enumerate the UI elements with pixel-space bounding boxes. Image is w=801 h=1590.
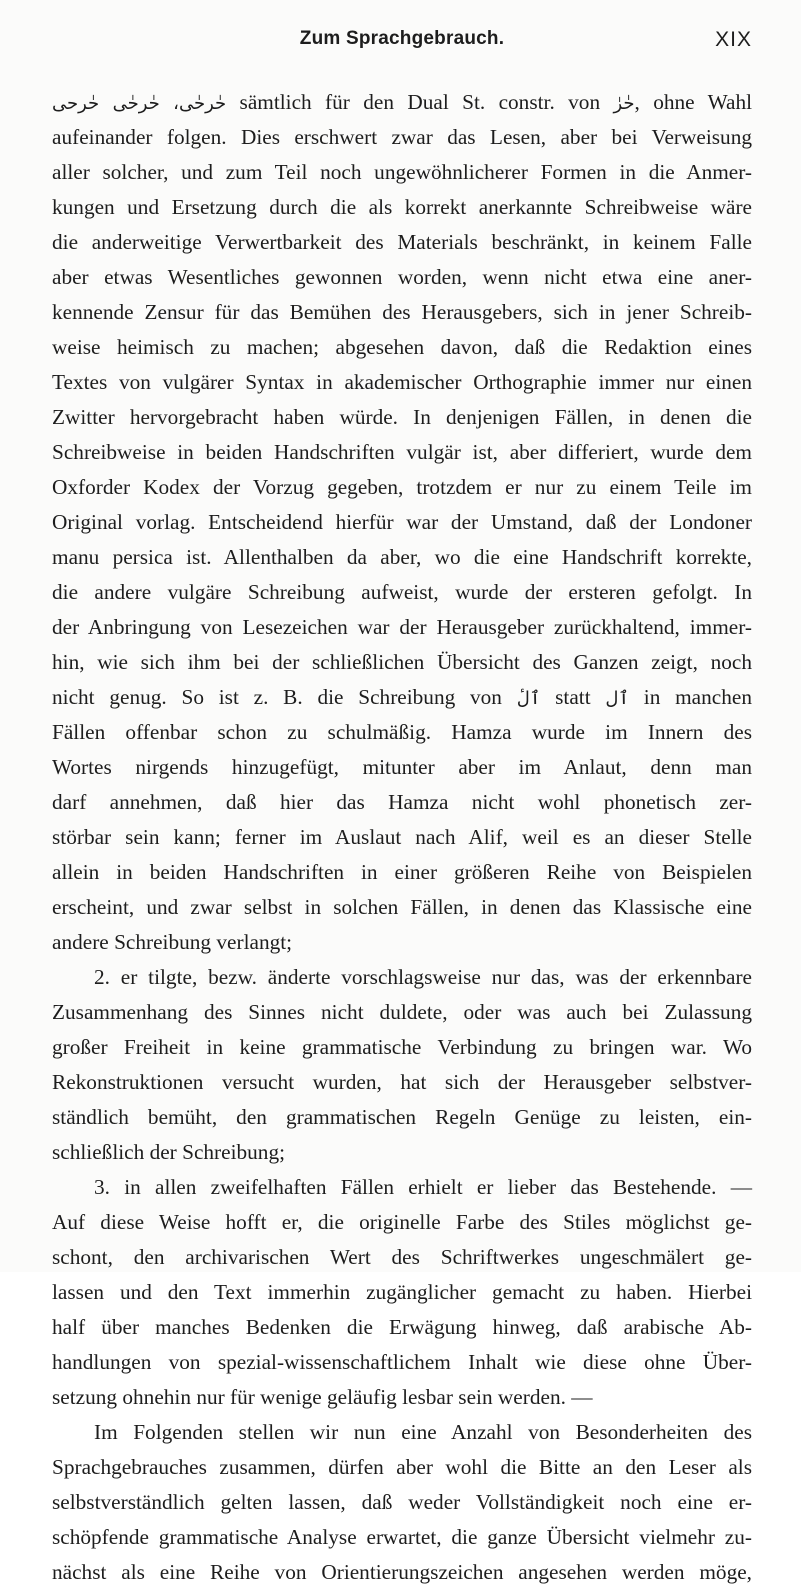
text-line: schöpfende grammatische Analyse erwartet, die ganze Übersicht vielmehr zu- [52, 1525, 752, 1549]
line-segment: nicht genug. So ist z. B. die Schreibung von [52, 685, 502, 709]
text-line: weise heimisch zu machen; abgesehen davon, daß die Redaktion eines [52, 335, 752, 359]
text-line: Im Folgenden stellen wir nun eine Anzahl von Besonderheiten des [94, 1420, 752, 1444]
text-line: Auf diese Weise hofft er, die originelle Farbe des Stiles möglichst ge- [52, 1210, 752, 1234]
text-line: schließlich der Schreibung; [52, 1140, 286, 1164]
text-line: setzung ohnehin nur für wenige geläufig lesbar sein werden. — [52, 1385, 593, 1409]
text-line: aller solcher, und zum Teil noch ungewöhnlicherer Formen in die Anmer- [52, 160, 752, 184]
text-line: ständlich bemüht, den grammatischen Regeln Genüge zu leisten, ein- [52, 1105, 752, 1129]
text-line: Sprachgebrauches zusammen, dürfen aber wohl die Bitte an den Leser als [52, 1455, 752, 1479]
text-line: die anderweitige Verwertbarkeit des Materials beschränkt, in keinem Falle [52, 230, 752, 254]
text-line: Zusammenhang des Sinnes nicht duldete, oder was auch bei Zulassung [52, 1000, 752, 1024]
text-line: hin, wie sich ihm bei der schließlichen Übersicht des Ganzen zeigt, noch [52, 650, 752, 674]
line-segment: , ohne Wahl [634, 90, 753, 114]
arabic-word: حٰرحى [52, 93, 100, 114]
text-line: selbstverständlich gelten lassen, daß weder Vollständigkeit noch eine er- [52, 1490, 752, 1514]
text-line: Schreibweise in beiden Handschriften vulgär ist, aber differiert, wurde dem [52, 440, 752, 464]
text-line: nächst als eine Reihe von Orientierungszeichen angesehen werden möge, [52, 1560, 752, 1584]
text-line: half über manches Bedenken die Erwägung hinweg, daß arabische Ab- [52, 1315, 752, 1339]
text-line: Wortes nirgends hinzugefügt, mitunter aber im Anlaut, denn man [52, 755, 752, 779]
text-line: der Anbringung von Lesezeichen war der Herausgeber zurückhaltend, immer- [52, 615, 752, 639]
page-number: XIX [715, 28, 752, 51]
text-line: allein in beiden Handschriften in einer größeren Reihe von Beispielen [52, 860, 752, 884]
text-line: schont, den archivarischen Wert des Schriftwerkes ungeschmälert ge- [52, 1245, 752, 1269]
arabic-word: حٰرحٰى [112, 93, 160, 114]
text-line: Rekonstruktionen versucht wurden, hat sich der Herausgeber selbstver- [52, 1070, 752, 1094]
arabic-word: ٱلٔ [516, 688, 541, 709]
text-line [52, 85, 752, 120]
text-line: Fällen offenbar schon zu schulmäßig. Hamza wurde im Innern des [52, 720, 752, 744]
line-segment: sämtlich für den Dual St. constr. von [239, 90, 601, 114]
text-line: aber etwas Wesentliches gewonnen worden, wenn nicht etwa eine aner- [52, 265, 752, 289]
text-line: lassen und den Text immerhin zugänglicher gemacht zu haben. Hierbei [52, 1280, 752, 1304]
running-header [52, 28, 752, 58]
running-title: Zum Sprachgebrauch. [299, 28, 505, 49]
text-line: kennende Zensur für das Bemühen des Herausgebers, sich in jener Schreib- [52, 300, 752, 324]
text-line: Zwitter hervorgebracht haben würde. In denjenigen Fällen, in denen die [52, 405, 752, 429]
text-line: handlungen von spezial-wissenschaftlichem Inhalt wie diese ohne Über- [52, 1350, 752, 1374]
line-segment: statt [555, 685, 591, 709]
text-line: 3. in allen zweifelhaften Fällen erhielt er lieber das Bestehende. — [94, 1175, 752, 1199]
line-segment: in manchen [643, 685, 752, 709]
text-line: 2. er tilgte, bezw. änderte vorschlagsweise nur das, was der erkennbare [94, 965, 752, 989]
text-line: aufeinander folgen. Dies erschwert zwar das Lesen, aber bei Verweisung [52, 125, 752, 149]
text-line: darf annehmen, daß hier das Hamza nicht wohl phonetisch zer- [52, 790, 752, 814]
arabic-word: حٰرٰ [613, 93, 635, 114]
text-line: Oxforder Kodex der Vorzug gegeben, trotzdem er nur zu einem Teile im [52, 475, 752, 499]
text-line: großer Freiheit in keine grammatische Verbindung zu bringen war. Wo [52, 1035, 752, 1059]
text-line: manu persica ist. Allenthalben da aber, wo die eine Handschrift korrekte, [52, 545, 752, 569]
text-line: kungen und Ersetzung durch die als korrekt anerkannte Schreibweise wäre [52, 195, 752, 219]
text-line: erscheint, und zwar selbst in solchen Fällen, in denen das Klassische eine [52, 895, 752, 919]
text-line: andere Schreibung verlangt; [52, 930, 293, 954]
arabic-word: حٰرحٰى، [173, 93, 227, 114]
text-line: die andere vulgäre Schreibung aufweist, wurde der ersteren gefolgt. In [52, 580, 752, 604]
text-line: Original vorlag. Entscheidend hierfür war der Umstand, daß der Londoner [52, 510, 752, 534]
arabic-word: ٱل [605, 688, 630, 709]
text-line: störbar sein kann; ferner im Auslaut nach Alif, weil es an dieser Stelle [52, 825, 752, 849]
body-text [52, 85, 752, 1590]
text-line [52, 680, 752, 715]
text-line: Textes von vulgärer Syntax in akademischer Orthographie immer nur einen [52, 370, 752, 394]
